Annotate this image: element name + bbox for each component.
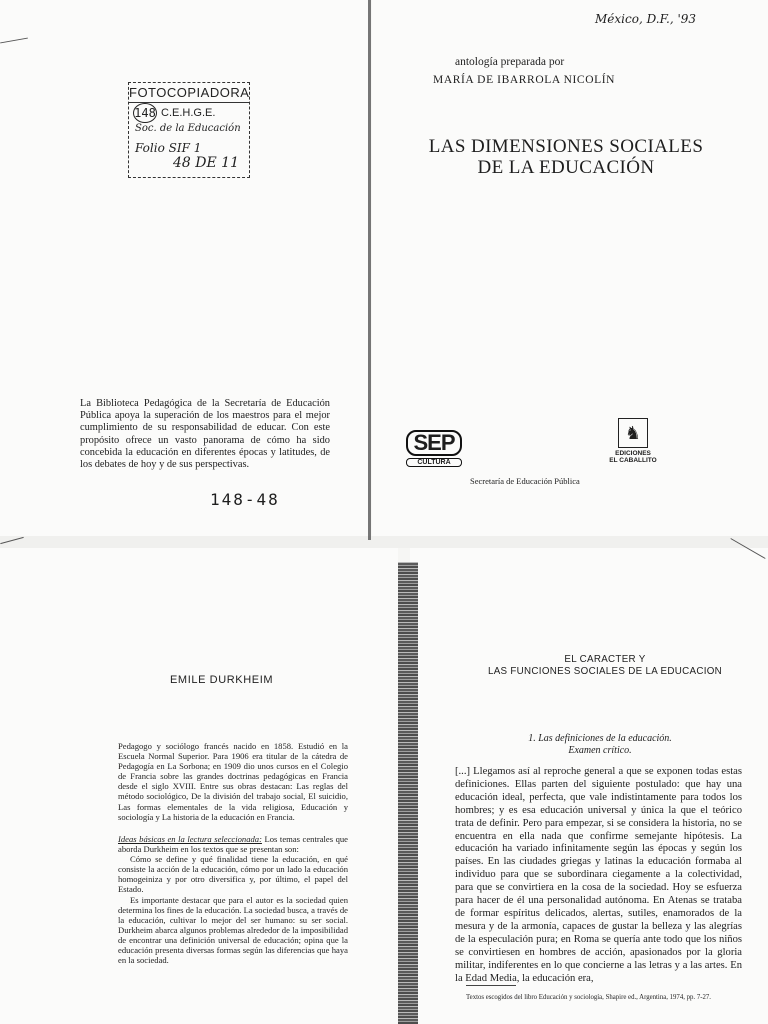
key-ideas	[118, 834, 348, 965]
key-ideas-text: Los temas centrales que aborda Durkheim en los textos que se presentan son:	[118, 834, 348, 855]
book-spine-shadow	[398, 562, 418, 1024]
key-ideas-lead: Ideas básicas en la lectura seleccionada:	[118, 834, 262, 844]
chapter-title-line: EL CARACTER Y	[564, 654, 646, 665]
book-title	[396, 136, 736, 178]
call-number: 148-48	[210, 490, 280, 509]
footnote: Textos escogidos del libro Educación y sociología, Shapire ed., Argentina, 1974, pp. 7-27.	[466, 994, 711, 1001]
anthology-credit: antología preparada por	[455, 56, 565, 68]
sep-logo-text: SEP	[406, 430, 462, 456]
chapter-title-line: LAS FUNCIONES SOCIALES DE LA EDUCACION	[487, 666, 723, 677]
section-title-line: 1. Las definiciones de la educación.	[528, 733, 672, 744]
body-text: [...] Llegamos así al reproche general a que se exponen todas estas definiciones. Ellas parten del siguiente postulado: que hay una educación ideal, perfecta, que vale indistintamente para todos los hombres; y es esa educación universal y única la que el teórico trata de definir. Pero para empezar, si se considera la historia, no se encuentra en ella nada que confirme semejante hipótesis. La educación ha variado infinitamente según las épocas y según los países. En las ciudades griegas y latinas la educación formaba al individuo para que se subordinara ciegamente a la colectividad, para que se convirtiera en la cosa de la sociedad. Hoy se esfuerza para hacer de él una personalidad autónoma. En Atenas se trataba de formar espíritus delicados, alertas, sutiles, enamorados de la mesura y de la armonía, capaces de gustar la belleza y las alegrías de la especulación pura; en Roma se quería ante todo que los niños se convirtiesen en hombres de acción, apasionados por la gloria militar, indiferentes en lo que concierne a las letras y a las artes. En la Edad Media, la educación era,	[455, 766, 742, 984]
key-ideas-paragraph: Es importante destacar que para el autor es la sociedad quien determina los fines de la educación. La sociedad busca, a través de la educación, cultivar lo mejor del ser humano: su ser social. Durkheim abarca algunos problemas alrededor de la imposibilidad de encontrar una definición universal de educación; opina que la educación presenta diversas formas según las diferencias que haya en la sociedad.	[118, 894, 348, 966]
section-title-line: Examen crítico.	[568, 745, 632, 756]
horse-icon: ♞	[618, 418, 648, 448]
page-gap	[0, 536, 768, 548]
section-title	[480, 733, 720, 757]
handwritten-note: México, D.F., '93	[595, 12, 697, 26]
publisher-name: Secretaría de Educación Pública	[470, 476, 580, 486]
fold-line	[368, 0, 371, 540]
caballito-logo	[598, 418, 668, 464]
author-bio: Pedagogo y sociólogo francés nacido en 1858. Estudió en la Escuela Normal Superior. Para 1906 era titular de la cátedra de Pedagogía en La Sorbona; en 1909 dio unos cursos en el Colegio de Francia sobre las grandes doctrinas pedagógicas en Francia desde el siglo XVIII. Entre sus obras destacan: Las reglas del método sociológico, De la división del trabajo social, El suicidio, Las formas elementales de la vida religiosa, Educación y sociología y La historia de la educación en Francia.	[118, 741, 348, 822]
author-name: EMILE DURKHEIM	[170, 674, 274, 686]
caballito-line: EDICIONES	[615, 450, 651, 457]
footnote-rule	[466, 985, 516, 986]
stamp-number: 148	[133, 103, 157, 123]
sep-logo-sub: CULTURA	[406, 458, 462, 467]
stamp-line: 48 DE 11	[173, 155, 239, 171]
sep-logo	[406, 430, 462, 467]
book-title-line: LAS DIMENSIONES SOCIALES	[428, 136, 704, 157]
library-stamp	[128, 82, 250, 178]
editor-name: MARÍA DE IBARROLA NICOLÍN	[433, 74, 616, 86]
stamp-line: Folio SIF 1	[135, 141, 202, 155]
key-ideas-paragraph	[118, 834, 348, 854]
key-ideas-paragraph: Cómo se define y qué finalidad tiene la educación, en qué consiste la acción de la educación, cómo por un lado la educación homogeiniza y por otro diversifica y, por último, el papel del Estado.	[118, 854, 348, 895]
stamp-header: FOTOCOPIADORA	[129, 83, 249, 103]
stamp-line: Soc. de la Educación	[135, 123, 241, 134]
stamp-line: C.E.H.G.E.	[161, 107, 216, 119]
caballito-line: EL CABALLITO	[609, 457, 657, 464]
book-title-line: DE LA EDUCACIÓN	[477, 157, 655, 178]
chapter-title	[470, 654, 740, 678]
series-description: La Biblioteca Pedagógica de la Secretaría de Educación Pública apoya la superación de los maestros para el mejor cumplimiento de su responsabilidad de educar. Con este propósito ofrece un vasto panorama de cómo ha sido concebida la educación en diferentes épocas y latitudes, de los debates de hoy y de sus perspectivas.	[80, 398, 330, 471]
